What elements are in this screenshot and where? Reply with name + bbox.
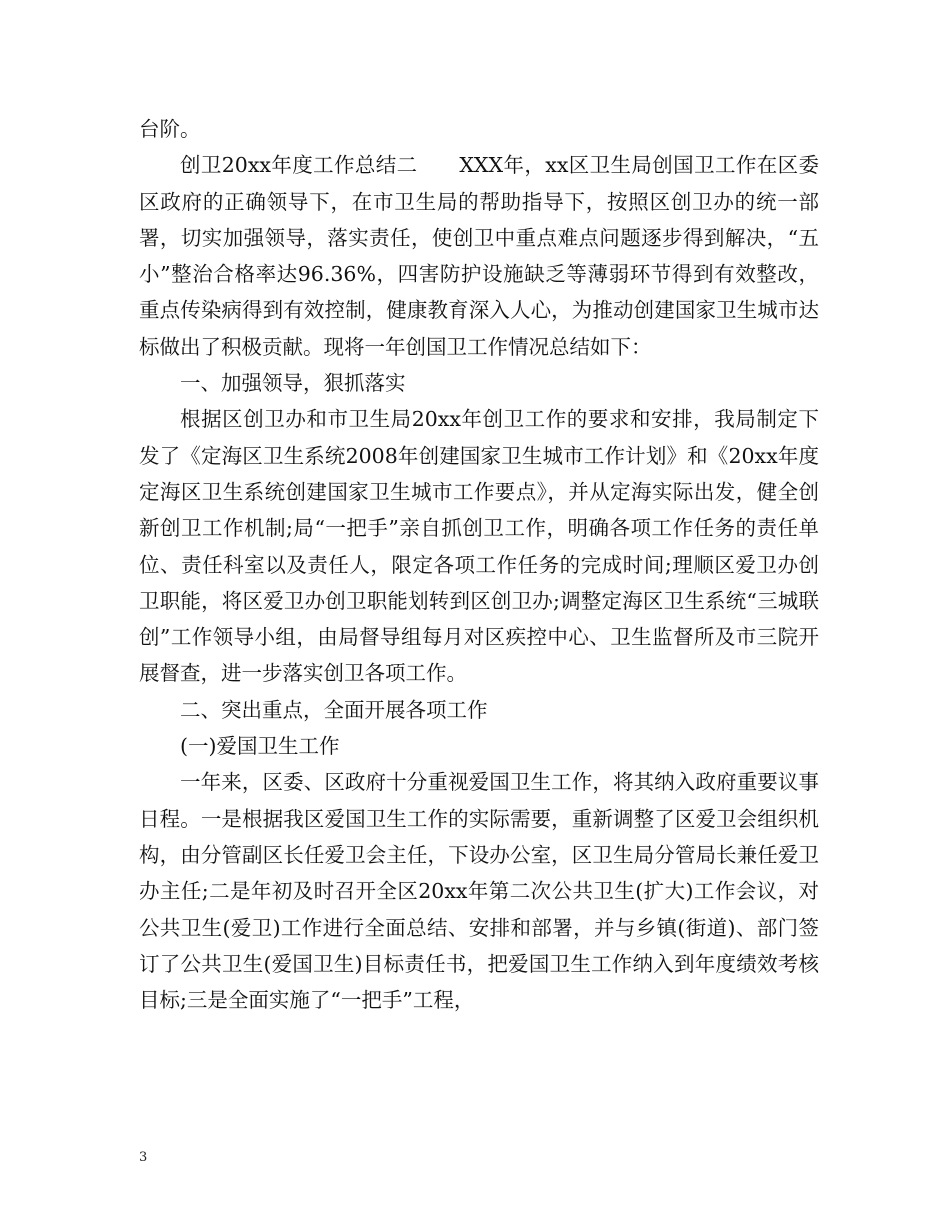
paragraph-patriotic-health: 一年来，区委、区政府十分重视爱国卫生工作，将其纳入政府重要议事日程。一是根据我区爱国卫生工作的实际需要，重新调整了区爱卫会组织机构，由分管副区长任爱卫会主任，下设办公室，区卫生局分管局长兼任爱卫办主任;二是年初及时召开全区20xx年第二次公共卫生(扩大)工作会议，对公共卫生(爱卫)工作进行全面总结、安排和部署，并与乡镇(街道)、部门签订了公共卫生(爱国卫生)目标责任书，把爱国卫生工作纳入到年度绩效考核目标;三是全面实施了“一把手”工程， (139, 770, 819, 1013)
page-number: 3 (139, 1150, 148, 1165)
paragraph-summary-intro: 创卫20xx年度工作总结二 XXX年，xx区卫生局创国卫工作在区委区政府的正确领导下，在市卫生局的帮助指导下，按照区创卫办的统一部署，切实加强领导，落实责任，使创卫中重点难点问题逐步得到解决，“五小”整治合格率达96.36%，四害防护设施缺乏等薄弱环节得到有效整改，重点传染病得到有效控制，健康教育深入人心，为推动创建国家卫生城市达标做出了积极贡献。现将一年创国卫工作情况总结如下： (139, 153, 819, 359)
section-heading-1: 一、加强领导，狠抓落实 (180, 371, 406, 396)
section-heading-2: 二、突出重点，全面开展各项工作 (180, 697, 488, 722)
paragraph-continuation: 台阶。 (139, 117, 201, 141)
body-text (139, 111, 819, 1018)
paragraph-leadership: 根据区创卫办和市卫生局20xx年创卫工作的要求和安排，我局制定下发了《定海区卫生系统2008年创建国家卫生城市工作计划》和《20xx年度定海区卫生系统创建国家卫生城市工作要点》，并从定海实际出发，健全创新创卫工作机制;局“一把手”亲自抓创卫工作，明确各项工作任务的责任单位、责任科室以及责任人，限定各项工作任务的完成时间;理顺区爱卫办创卫职能，将区爱卫办创卫职能划转到区创卫办;调整定海区卫生系统“三城联创”工作领导小组，由局督导组每月对区疾控中心、卫生监督所及市三院开展督查，进一步落实创卫各项工作。 (139, 407, 819, 686)
subsection-heading-1: (一)爱国卫生工作 (180, 734, 340, 759)
